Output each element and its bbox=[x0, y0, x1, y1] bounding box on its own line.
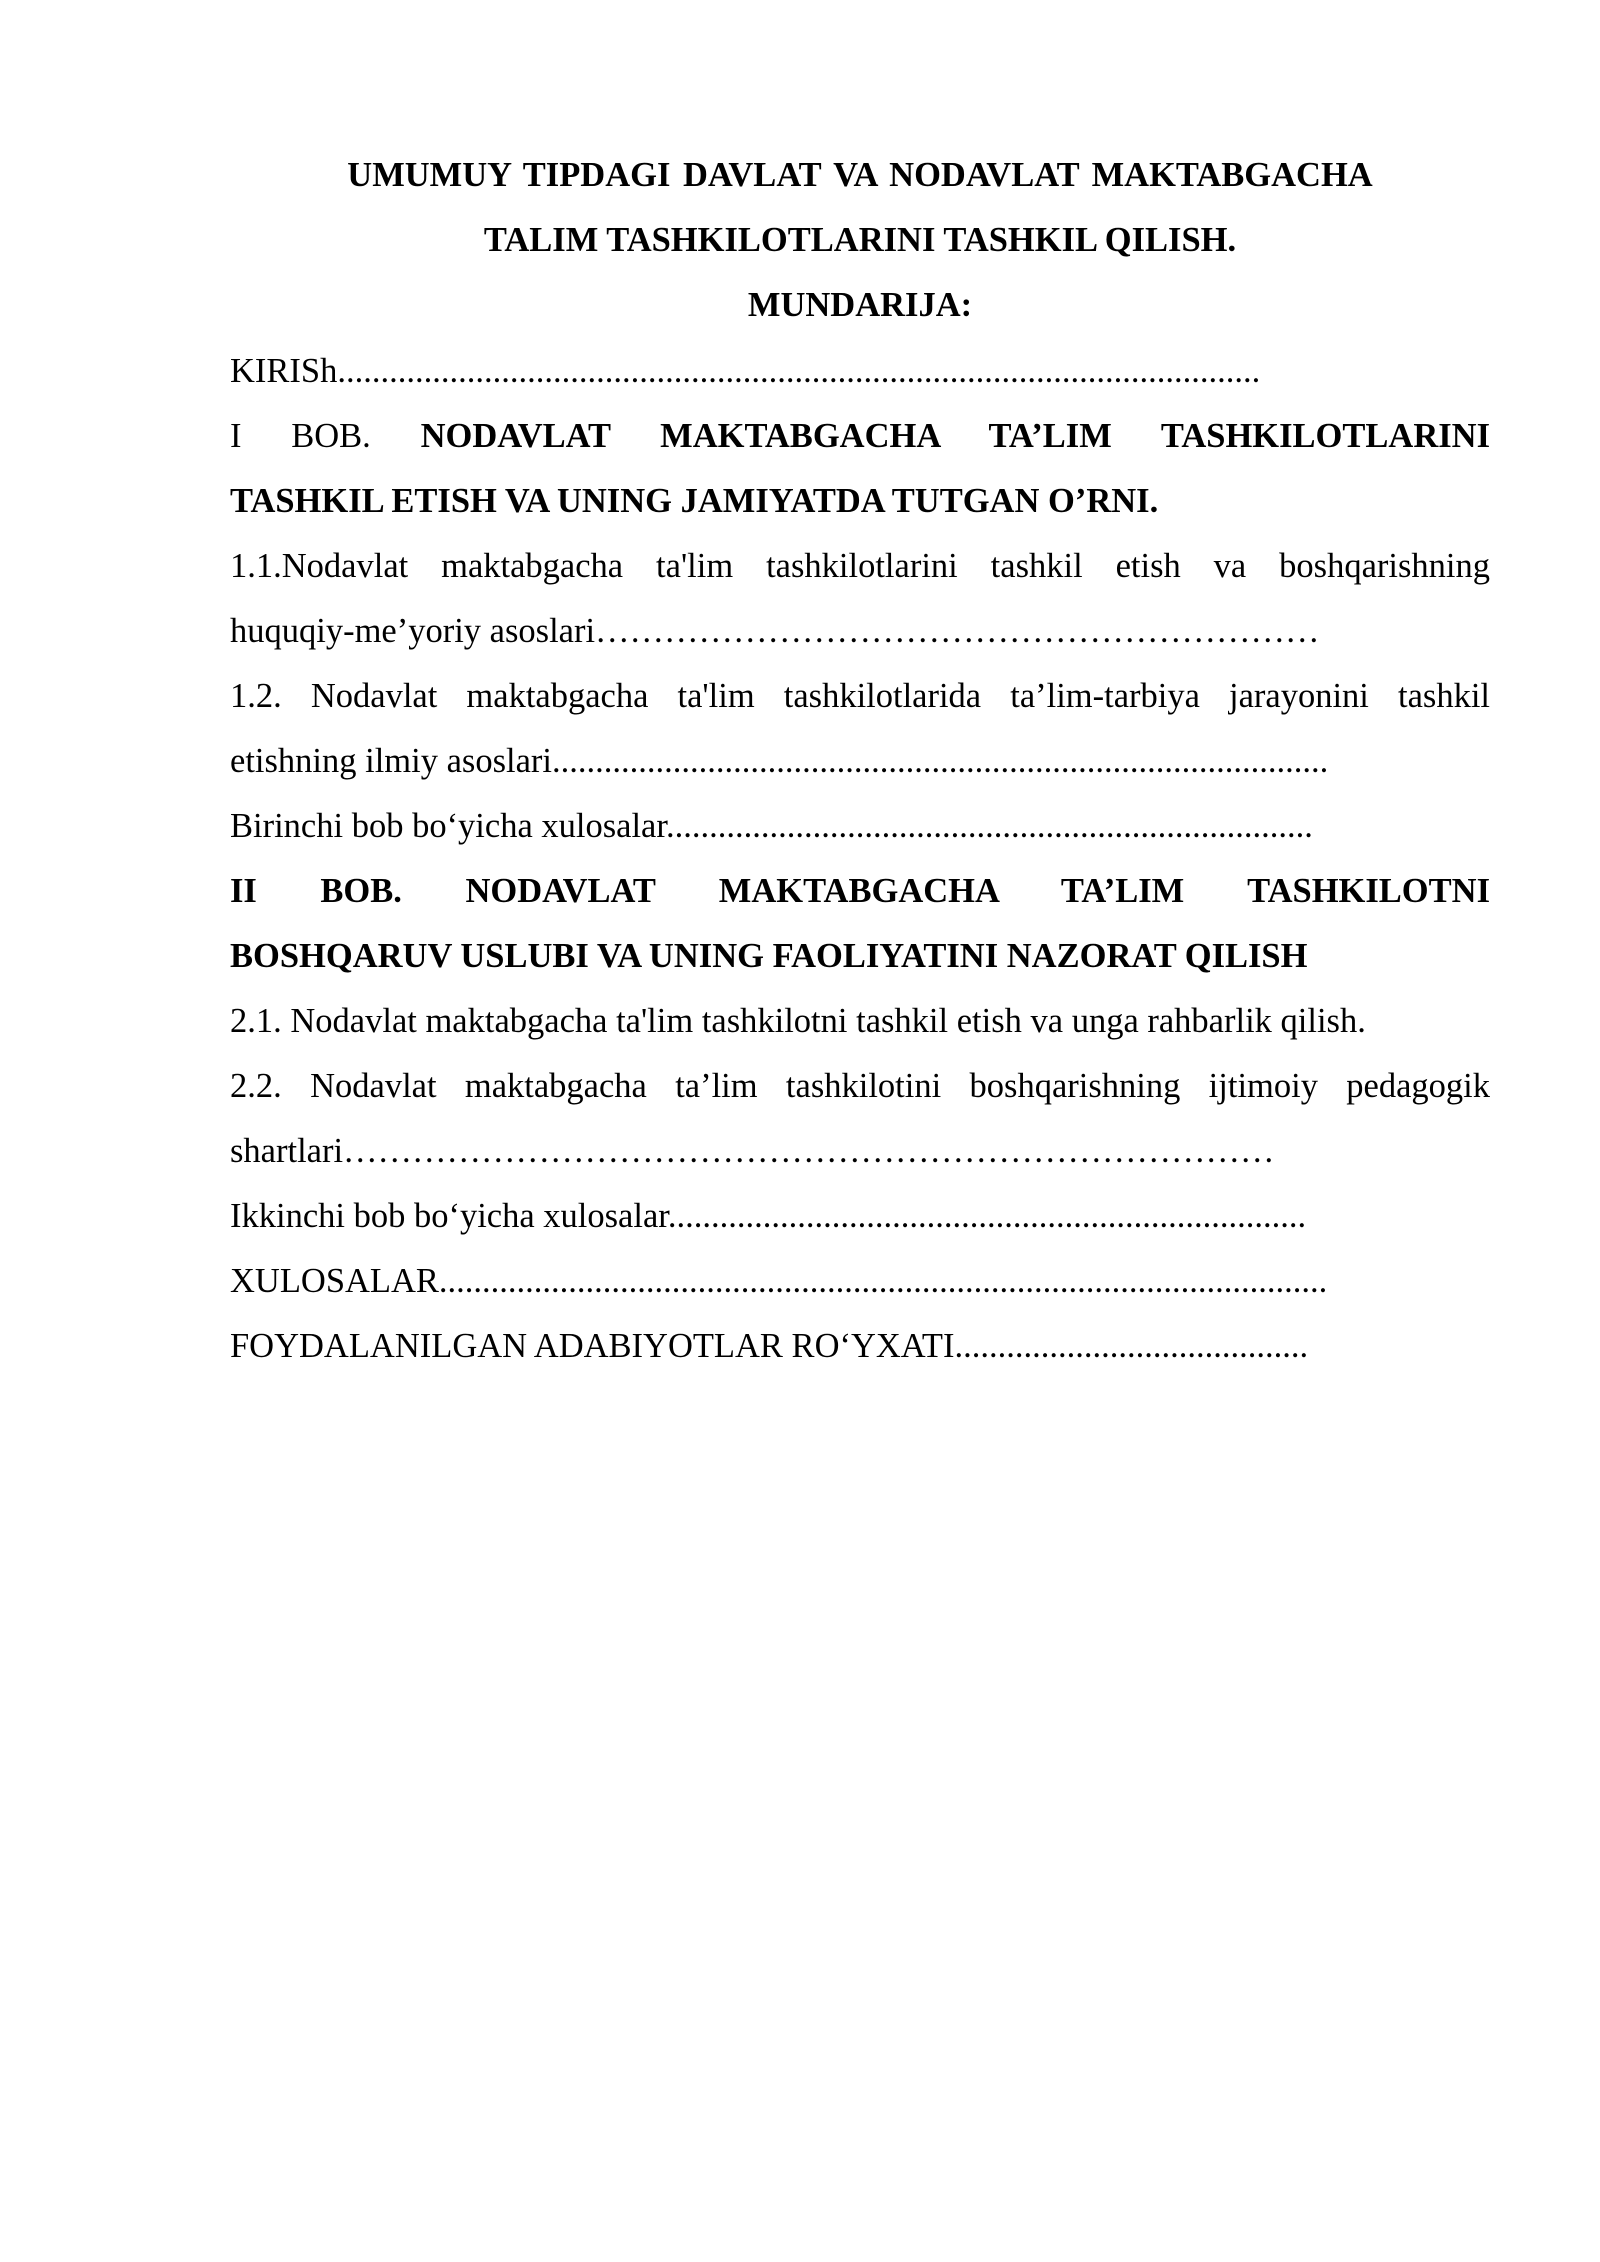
toc-entry-chapter-1 bbox=[230, 404, 1490, 534]
chapter-1-line-1 bbox=[230, 404, 1490, 469]
summary-1-text: Birinchi bob bo‘yicha xulosalar........................................................................... bbox=[230, 807, 1313, 845]
toc-entry-summary-2 bbox=[230, 1184, 1490, 1249]
toc-entry-intro bbox=[230, 339, 1490, 404]
conclusions-text: XULOSALAR....................................................................................................... bbox=[230, 1262, 1328, 1300]
document-title-line-1: UMUMUY TIPDAGI DAVLAT VA NODAVLAT MAKTABGACHA bbox=[347, 156, 1373, 194]
toc-entry-summary-1 bbox=[230, 794, 1490, 859]
toc-entry-references bbox=[230, 1314, 1490, 1379]
section-2-1-text: 2.1. Nodavlat maktabgacha ta'lim tashkilotni tashkil etish va unga rahbarlik qilish. bbox=[230, 1002, 1366, 1040]
toc-entry-conclusions bbox=[230, 1249, 1490, 1314]
section-1-2-line-2: etishning ilmiy asoslari.......................................................................................... bbox=[230, 742, 1329, 780]
chapter-1-prefix: I BOB. bbox=[230, 417, 371, 455]
toc-entry-section-2-2 bbox=[230, 1054, 1490, 1184]
contents-heading: MUNDARIJA: bbox=[747, 286, 973, 324]
document-title-line-2: TALIM TASHKILOTLARINI TASHKIL QILISH. bbox=[483, 221, 1237, 259]
toc-entry-section-2-1 bbox=[230, 989, 1490, 1054]
chapter-1-title-part-1: NODAVLAT MAKTABGACHA TA’LIM TASHKILOTLARINI bbox=[420, 417, 1491, 455]
section-1-1-line-2: huquqiy-me’yoriy asoslari……………………………………………………… bbox=[230, 612, 1320, 650]
section-1-2-line-1: 1.2. Nodavlat maktabgacha ta'lim tashkilotlarida ta’lim-tarbiya jarayonini tashkil bbox=[230, 677, 1490, 715]
section-2-2-line-2: shartlari……………………………………………………………………… bbox=[230, 1132, 1275, 1170]
toc-entry-section-1-1 bbox=[230, 534, 1490, 664]
chapter-1-title-part-2: TASHKIL ETISH VA UNING JAMIYATDA TUTGAN O’RNI. bbox=[230, 482, 1159, 520]
section-1-1-line-1: 1.1.Nodavlat maktabgacha ta'lim tashkilotlarini tashkil etish va boshqarishning bbox=[230, 547, 1490, 585]
toc-entry-section-1-2 bbox=[230, 664, 1490, 794]
toc-entry-intro-text: KIRISh........................................................................................................... bbox=[230, 352, 1261, 390]
toc-entry-chapter-2 bbox=[230, 859, 1490, 989]
chapter-2-title-part-2: BOSHQARUV USLUBI VA UNING FAOLIYATINI NAZORAT QILISH bbox=[230, 937, 1308, 975]
references-text: FOYDALANILGAN ADABIYOTLAR RO‘YXATI......................................... bbox=[230, 1327, 1309, 1365]
section-2-2-line-1: 2.2. Nodavlat maktabgacha ta’lim tashkilotini boshqarishning ijtimoiy pedagogik bbox=[230, 1067, 1490, 1105]
summary-2-text: Ikkinchi bob bo‘yicha xulosalar.......................................................................... bbox=[230, 1197, 1307, 1235]
table-of-contents bbox=[230, 339, 1490, 1379]
chapter-2-title-part-1: II BOB. NODAVLAT MAKTABGACHA TA’LIM TASHKILOTNI bbox=[230, 872, 1490, 910]
